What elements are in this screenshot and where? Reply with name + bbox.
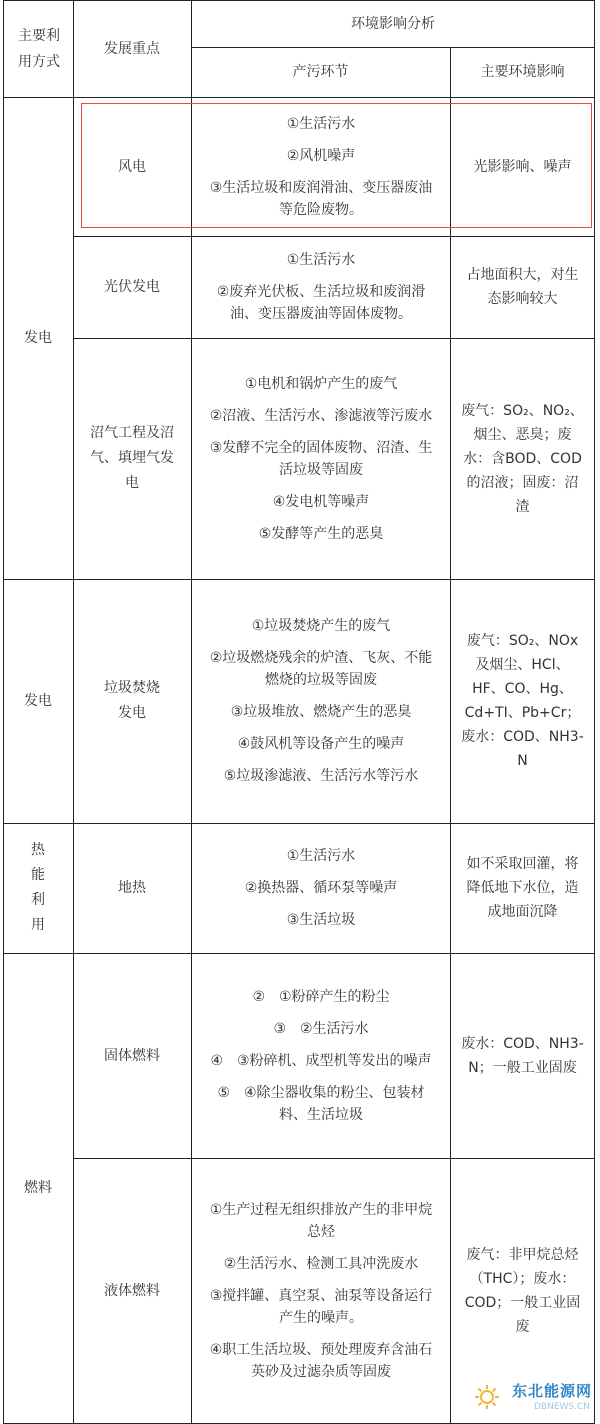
pollution-list: [201, 840, 441, 936]
pollution-cell: [201, 579, 441, 823]
impact-text: 废气：非甲烷总烃（THC）；废水：COD；一般工业固废: [464, 1246, 581, 1335]
pollution-item: ①生产过程无组织排放产生的非甲烷总烃: [209, 1201, 433, 1240]
group-label: 发电: [24, 693, 52, 709]
focus-cell: [73, 236, 191, 338]
pollution-item: ④发电机等噪声: [272, 493, 370, 510]
header-development-focus-label: 发展重点: [104, 40, 160, 57]
impact-cell: [450, 953, 595, 1158]
focus-cell: [73, 338, 191, 579]
pollution-item: ⑤垃圾渗滤液、生活污水等污水: [223, 768, 419, 784]
focus-label: 垃圾焚烧发电: [104, 680, 160, 721]
pollution-item: ④职工生活垃圾、预处理废弃含油石英砂及过滤杂质等固废: [209, 1341, 433, 1380]
pollution-item: ⑤ ④除尘器收集的粉尘、包装材料、生活垃圾: [217, 1084, 425, 1123]
pollution-item: ③生活垃圾和废润滑油、变压器废油等危险废物。: [209, 179, 433, 218]
pollution-cell: [201, 1158, 441, 1423]
pollution-item: ②垃圾燃烧残余的炉渣、飞灰、不能燃烧的垃圾等固废: [209, 650, 433, 688]
pollution-item: ①电机和锅炉产生的废气: [244, 375, 398, 392]
focus-cell: [73, 953, 191, 1158]
watermark-logo: [464, 1378, 594, 1420]
focus-label: 光伏发电: [104, 279, 160, 295]
pollution-item: ④鼓风机等设备产生的噪声: [237, 736, 405, 752]
header-pollution-stage: [191, 47, 450, 97]
group-cell-fuel: [13, 953, 63, 1423]
group-cell-power-2: [13, 579, 63, 823]
sun-logo-icon: [474, 1384, 500, 1410]
header-impact-analysis-label: 环境影响分析: [351, 15, 435, 32]
watermark-text: 东北能源网: [511, 1382, 592, 1400]
pollution-item: ②换热器、循环泵等噪声: [244, 880, 398, 896]
impact-text: 废气：SO₂、NO₂、烟尘、恶臭；废水：含BOD、COD的沼液；固废：沼渣: [461, 402, 584, 515]
pollution-item: ②废弃光伏板、生活垃圾和废润滑油、变压器废油等固体废物。: [216, 284, 426, 322]
impact-text: 如不采取回灌，将降低地下水位，造成地面沉降: [466, 856, 579, 920]
pollution-list: [201, 368, 441, 550]
header-development-focus: [73, 0, 191, 97]
pollution-list: [201, 981, 441, 1131]
impact-cell: [450, 823, 595, 953]
pollution-item: ②沼液、生活污水、渗滤液等污废水: [209, 407, 433, 424]
group-label: 燃料: [24, 1180, 52, 1196]
pollution-item: ⑤发酵等产生的恶臭: [258, 525, 384, 542]
pollution-item: ②生活污水、检测工具冲洗废水: [223, 1255, 419, 1272]
pollution-item: ②风机噪声: [286, 147, 356, 164]
focus-cell: [73, 823, 191, 953]
impact-text: 废水：COD、NH3-N；一般工业固废: [461, 1035, 584, 1076]
pollution-item: ③生活垃圾: [286, 912, 356, 928]
header-impact-analysis: [191, 0, 595, 47]
watermark-subtext: DBNEWS.CN: [533, 1402, 590, 1412]
impact-cell: [450, 579, 595, 823]
pollution-list: [201, 1194, 441, 1388]
focus-label: 沼气工程及沼气、填埋气发电: [90, 425, 174, 491]
group-cell-power-1: [13, 97, 63, 579]
focus-cell: [73, 579, 191, 823]
header-main-impact-label: 主要环境影响: [480, 64, 565, 80]
impact-cell: [450, 338, 595, 579]
pollution-item: ③发酵不完全的固体废物、沼渣、生活垃圾等固废: [209, 439, 433, 478]
pollution-list: [201, 244, 441, 330]
impact-cell: [450, 236, 595, 338]
highlight-box: [81, 103, 592, 228]
focus-label: 固体燃料: [104, 1047, 160, 1064]
pollution-item: ③ ②生活污水: [273, 1020, 369, 1037]
impact-text: 废气：SO₂、NOx及烟尘、HCl、HF、CO、Hg、Cd+TI、Pb+Cr；废水：COD、NH3-N: [461, 633, 584, 769]
pollution-cell: [201, 338, 441, 579]
pollution-cell: [201, 823, 441, 953]
header-main-impact: [450, 47, 595, 97]
group-cell-thermal: [15, 823, 61, 953]
pollution-item: ③垃圾堆放、燃烧产生的恶臭: [230, 704, 412, 720]
pollution-item: ①生活污水: [286, 252, 356, 268]
pollution-item: ①生活污水: [286, 115, 356, 132]
focus-label: 地热: [118, 880, 146, 896]
impact-text: 占地面积大，对生态影响较大: [466, 267, 579, 307]
group-label: 发电: [24, 330, 52, 346]
grid-line: [3, 0, 4, 1424]
pollution-item: ③搅拌罐、真空泵、油泵等设备运行产生的噪声。: [209, 1287, 433, 1326]
pollution-item: ② ①粉碎产生的粉尘: [252, 988, 390, 1005]
pollution-cell: [201, 953, 441, 1158]
pollution-list: [201, 610, 441, 792]
header-usage-mode-label: 主要利用方式: [18, 27, 60, 70]
impact-text: 光影影响、噪声: [473, 158, 572, 175]
pollution-item: ④ ③粉碎机、成型机等发出的噪声: [210, 1052, 432, 1069]
group-label: 热能利用: [31, 842, 45, 933]
pollution-cell: [201, 236, 441, 338]
environmental-impact-table: [3, 0, 595, 1424]
header-usage-mode: [17, 0, 61, 97]
focus-label: 液体燃料: [104, 1282, 160, 1299]
focus-cell: [73, 1158, 191, 1423]
focus-label: 风电: [118, 158, 146, 175]
pollution-item: ①生活污水: [286, 848, 356, 864]
header-pollution-stage-label: 产污环节: [292, 64, 349, 80]
pollution-item: ①垃圾焚烧产生的废气: [251, 618, 391, 634]
